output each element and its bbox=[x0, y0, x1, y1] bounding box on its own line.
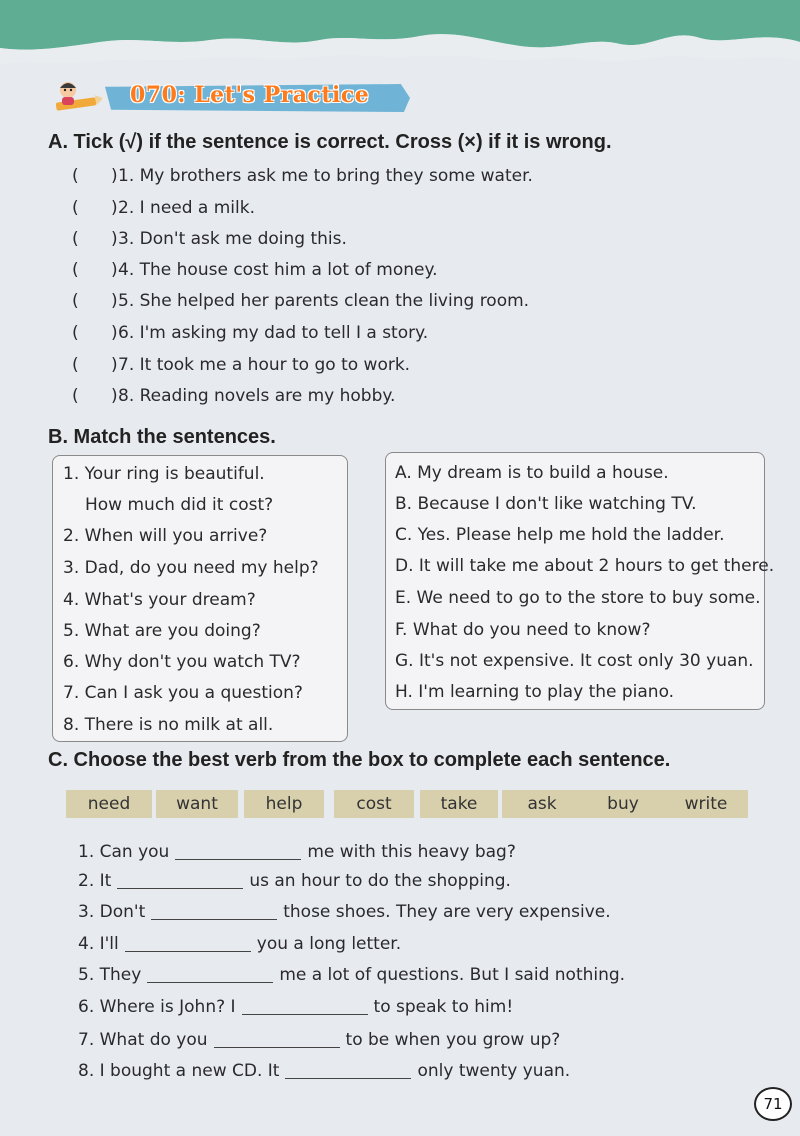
answer-blank[interactable] bbox=[151, 903, 277, 920]
list-item: ( )4. The house cost him a lot of money. bbox=[72, 260, 438, 280]
list-item: 3. Dad, do you need my help? bbox=[63, 558, 319, 578]
list-item: 7. What do you to be when you grow up? bbox=[78, 1030, 561, 1050]
answer-parens[interactable]: ( ) bbox=[72, 229, 118, 249]
list-item: ( )6. I'm asking my dad to tell I a story. bbox=[72, 323, 429, 343]
list-item: ( )5. She helped her parents clean the living room. bbox=[72, 291, 530, 311]
header-banner bbox=[0, 0, 800, 80]
section-a-heading: A. Tick (√) if the sentence is correct. Cross (×) if it is wrong. bbox=[48, 131, 612, 153]
list-item: 4. What's your dream? bbox=[63, 590, 256, 610]
verb-box bbox=[66, 790, 748, 820]
answer-blank[interactable] bbox=[175, 843, 301, 860]
verb-chip: want bbox=[156, 790, 238, 818]
verb-chip: buy bbox=[582, 790, 664, 818]
list-item: 2. It us an hour to do the shopping. bbox=[78, 871, 511, 891]
section-title bbox=[50, 78, 420, 118]
answer-blank[interactable] bbox=[214, 1031, 340, 1048]
list-item: 5. What are you doing? bbox=[63, 621, 261, 641]
verb-chip: help bbox=[244, 790, 324, 818]
section-b-heading: B. Match the sentences. bbox=[48, 426, 276, 448]
answer-parens[interactable]: ( ) bbox=[72, 198, 118, 218]
list-item: A. My dream is to build a house. bbox=[395, 463, 669, 483]
page-title: 070: Let's Practice bbox=[130, 82, 370, 108]
section-c-heading: C. Choose the best verb from the box to complete each sentence. bbox=[48, 749, 671, 771]
list-item: B. Because I don't like watching TV. bbox=[395, 494, 697, 514]
list-item: H. I'm learning to play the piano. bbox=[395, 682, 675, 702]
list-item: ( )8. Reading novels are my hobby. bbox=[72, 386, 396, 406]
answer-blank[interactable] bbox=[117, 872, 243, 889]
match-left-box bbox=[52, 455, 348, 742]
list-item: 8. There is no milk at all. bbox=[63, 715, 274, 735]
kid-on-pencil-icon bbox=[50, 78, 102, 118]
list-item: How much did it cost? bbox=[85, 495, 274, 515]
list-item: 1. Your ring is beautiful. bbox=[63, 464, 265, 484]
verb-chip: cost bbox=[334, 790, 414, 818]
list-item: E. We need to go to the store to buy some. bbox=[395, 588, 761, 608]
answer-parens[interactable]: ( ) bbox=[72, 260, 118, 280]
list-item: ( )2. I need a milk. bbox=[72, 198, 256, 218]
answer-blank[interactable] bbox=[125, 935, 251, 952]
answer-parens[interactable]: ( ) bbox=[72, 291, 118, 311]
list-item: 7. Can I ask you a question? bbox=[63, 683, 303, 703]
list-item: ( )3. Don't ask me doing this. bbox=[72, 229, 347, 249]
list-item: ( )7. It took me a hour to go to work. bbox=[72, 355, 411, 375]
list-item: 3. Don't those shoes. They are very expensive. bbox=[78, 902, 611, 922]
match-right-box bbox=[385, 452, 775, 710]
verb-chip: need bbox=[66, 790, 152, 818]
list-item: G. It's not expensive. It cost only 30 yuan. bbox=[395, 651, 754, 671]
page-number: 71 bbox=[754, 1087, 792, 1121]
verb-chip: write bbox=[664, 790, 748, 818]
answer-parens[interactable]: ( ) bbox=[72, 323, 118, 343]
answer-parens[interactable]: ( ) bbox=[72, 166, 118, 186]
list-item: 6. Why don't you watch TV? bbox=[63, 652, 301, 672]
list-item: 2. When will you arrive? bbox=[63, 526, 268, 546]
list-item: F. What do you need to know? bbox=[395, 620, 651, 640]
list-item: 6. Where is John? I to speak to him! bbox=[78, 997, 514, 1017]
list-item: 5. They me a lot of questions. But I said nothing. bbox=[78, 965, 626, 985]
list-item: C. Yes. Please help me hold the ladder. bbox=[395, 525, 725, 545]
verb-chip: take bbox=[420, 790, 498, 818]
answer-blank[interactable] bbox=[285, 1062, 411, 1079]
answer-blank[interactable] bbox=[147, 966, 273, 983]
answer-blank[interactable] bbox=[242, 998, 368, 1015]
list-item: ( )1. My brothers ask me to bring they some water. bbox=[72, 166, 533, 186]
list-item: 8. I bought a new CD. It only twenty yuan. bbox=[78, 1061, 571, 1081]
list-item: 4. I'll you a long letter. bbox=[78, 934, 402, 954]
answer-parens[interactable]: ( ) bbox=[72, 355, 118, 375]
list-item: D. It will take me about 2 hours to get there. bbox=[395, 556, 775, 576]
list-item: 1. Can you me with this heavy bag? bbox=[78, 842, 516, 862]
verb-chip: ask bbox=[502, 790, 582, 818]
answer-parens[interactable]: ( ) bbox=[72, 386, 118, 406]
